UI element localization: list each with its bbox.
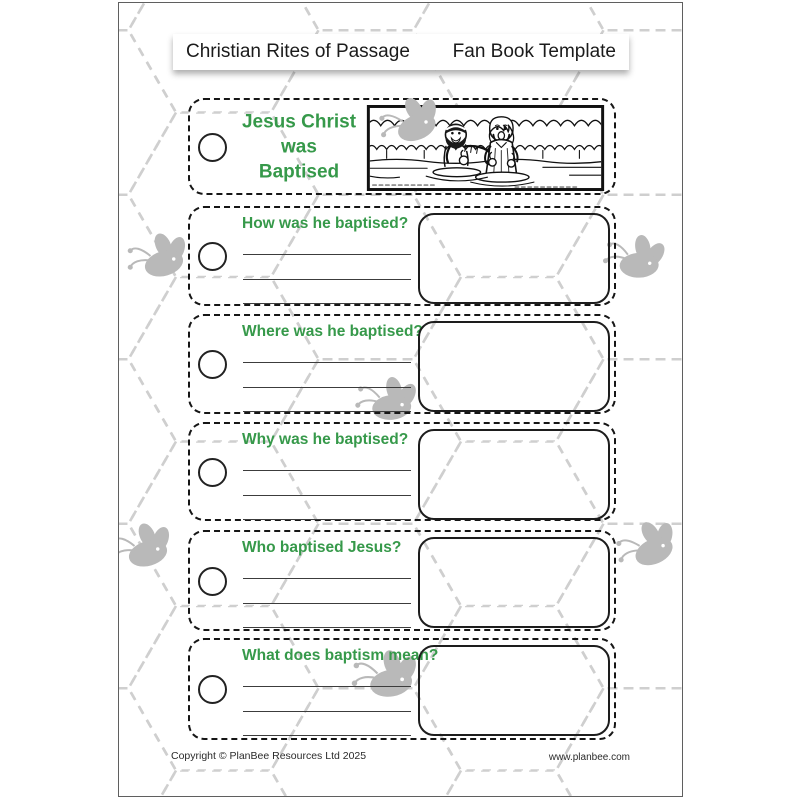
- drawing-box: [418, 537, 610, 628]
- punch-hole-icon: [198, 242, 227, 271]
- fan-strip-question-3: [188, 422, 616, 521]
- question-label: Where was he baptised?: [242, 323, 423, 340]
- writing-line: [243, 303, 411, 304]
- fan-strip-question-4: [188, 530, 616, 631]
- question-label: How was he baptised?: [242, 215, 409, 232]
- bee-icon: [118, 519, 187, 573]
- fan-strip-question-5: [188, 638, 616, 740]
- bee-icon: [374, 89, 457, 151]
- writing-line: [243, 279, 411, 280]
- cover-title: Jesus Christ was Baptised: [241, 111, 357, 182]
- fan-strip-question-2: [188, 314, 616, 414]
- punch-hole-icon: [198, 675, 227, 704]
- writing-line: [243, 603, 411, 604]
- worksheet-page: [118, 2, 683, 797]
- writing-line: [243, 411, 411, 412]
- page-header: [173, 34, 629, 70]
- writing-line: [243, 387, 411, 388]
- bee-icon: [611, 512, 683, 576]
- writing-line: [243, 735, 411, 736]
- writing-line: [243, 362, 411, 363]
- question-label: What does baptism mean?: [242, 647, 439, 664]
- question-label: Who baptised Jesus?: [242, 539, 402, 556]
- drawing-box: [418, 429, 610, 520]
- punch-hole-icon: [198, 567, 227, 596]
- drawing-box: [418, 321, 610, 412]
- fan-strip-question-1: [188, 206, 616, 306]
- template-title: Fan Book Template: [452, 41, 616, 62]
- lesson-title: Christian Rites of Passage: [186, 41, 410, 62]
- writing-line: [243, 495, 411, 496]
- website-text: www.planbee.com: [548, 752, 630, 763]
- punch-hole-icon: [198, 458, 227, 487]
- drawing-box: [418, 213, 610, 304]
- question-label: Why was he baptised?: [242, 431, 409, 448]
- writing-line: [243, 686, 411, 687]
- drawing-box: [418, 645, 610, 736]
- writing-line: [243, 519, 411, 520]
- writing-line: [243, 470, 411, 471]
- writing-line: [243, 711, 411, 712]
- writing-line: [243, 254, 411, 255]
- copyright-text: Copyright © PlanBee Resources Ltd 2025: [171, 750, 367, 762]
- punch-hole-icon: [198, 350, 227, 379]
- writing-line: [243, 578, 411, 579]
- writing-line: [243, 627, 411, 628]
